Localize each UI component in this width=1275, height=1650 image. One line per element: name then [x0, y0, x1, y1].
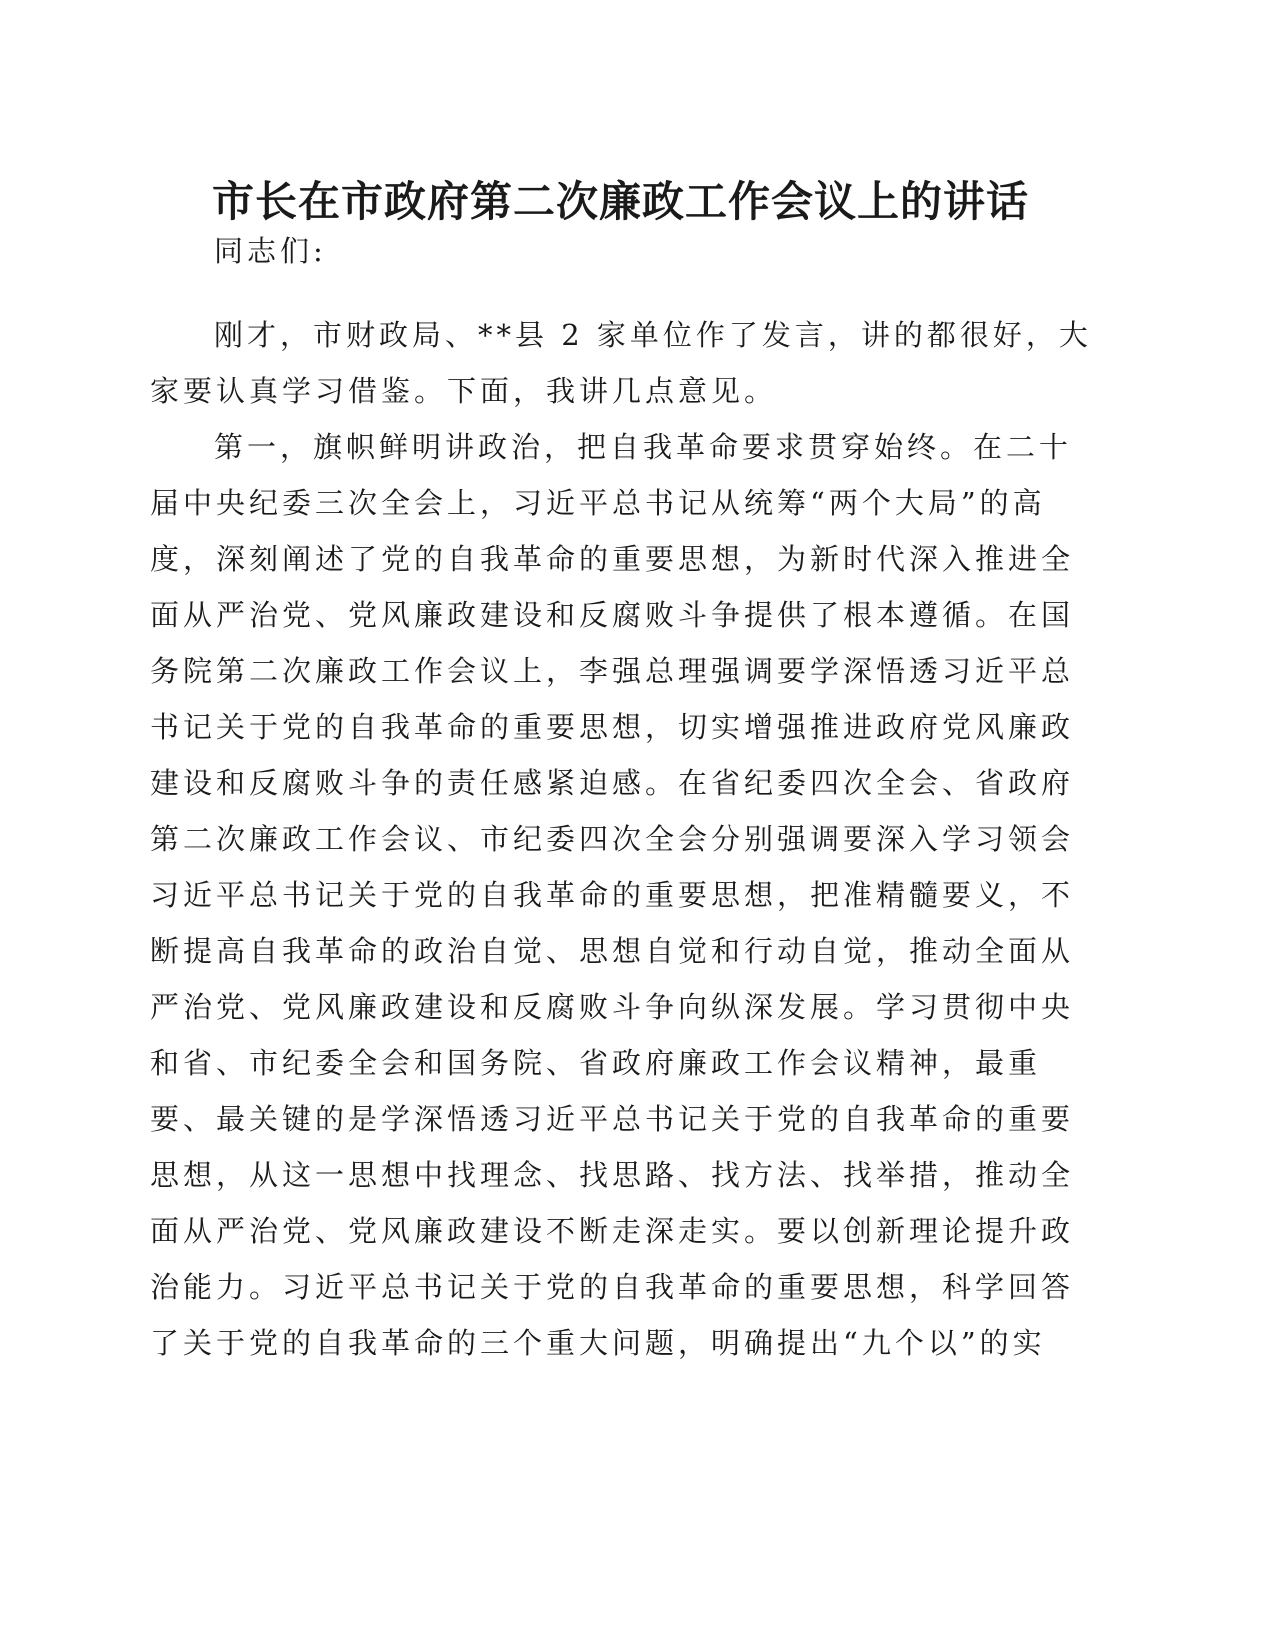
body-line-11: 习近平总书记关于党的自我革命的重要思想，把准精髓要义，不	[150, 878, 1075, 912]
body-line-8: 书记关于党的自我革命的重要思想，切实增强推进政府党风廉政	[150, 710, 1075, 744]
body-line-12: 断提高自我革命的政治自觉、思想自觉和行动自觉，推动全面从	[150, 934, 1075, 968]
body-line-6: 面从严治党、党风廉政建设和反腐败斗争提供了根本遵循。在国	[150, 598, 1075, 632]
body-line-7: 务院第二次廉政工作会议上，李强总理强调要学深悟透习近平总	[150, 654, 1075, 688]
body-line-9: 建设和反腐败斗争的责任感紧迫感。在省纪委四次全会、省政府	[150, 766, 1075, 800]
document-title: 市长在市政府第二次廉政工作会议上的讲话	[211, 177, 1029, 226]
body-line-15: 要、最关键的是学深悟透习近平总书记关于党的自我革命的重要	[150, 1102, 1075, 1136]
body-line-17: 面从严治党、党风廉政建设不断走深走实。要以创新理论提升政	[150, 1214, 1075, 1248]
body-line-16: 思想，从这一思想中找理念、找思路、找方法、找举措，推动全	[150, 1158, 1075, 1192]
body-line-2: 家要认真学习借鉴。下面，我讲几点意见。	[150, 374, 778, 408]
body-line-4: 届中央纪委三次全会上，习近平总书记从统筹“两个大局”的高	[150, 486, 1046, 520]
body-line-5: 度，深刻阐述了党的自我革命的重要思想，为新时代深入推进全	[150, 542, 1075, 576]
body-line-10: 第二次廉政工作会议、市纪委四次全会分别强调要深入学习领会	[150, 822, 1075, 856]
body-line-3: 第一，旗帜鲜明讲政治，把自我革命要求贯穿始终。在二十	[214, 430, 1073, 464]
body-line-13: 严治党、党风廉政建设和反腐败斗争向纵深发展。学习贯彻中央	[150, 990, 1075, 1024]
salutation: 同志们:	[214, 234, 327, 268]
body-line-14: 和省、市纪委全会和国务院、省政府廉政工作会议精神，最重	[150, 1046, 1042, 1080]
body-line-19: 了关于党的自我革命的三个重大问题，明确提出“九个以”的实	[150, 1326, 1046, 1360]
body-line-1: 刚才，市财政局、**县 2 家单位作了发言，讲的都很好，大	[214, 318, 1092, 352]
body-line-18: 治能力。习近平总书记关于党的自我革命的重要思想，科学回答	[150, 1270, 1075, 1304]
